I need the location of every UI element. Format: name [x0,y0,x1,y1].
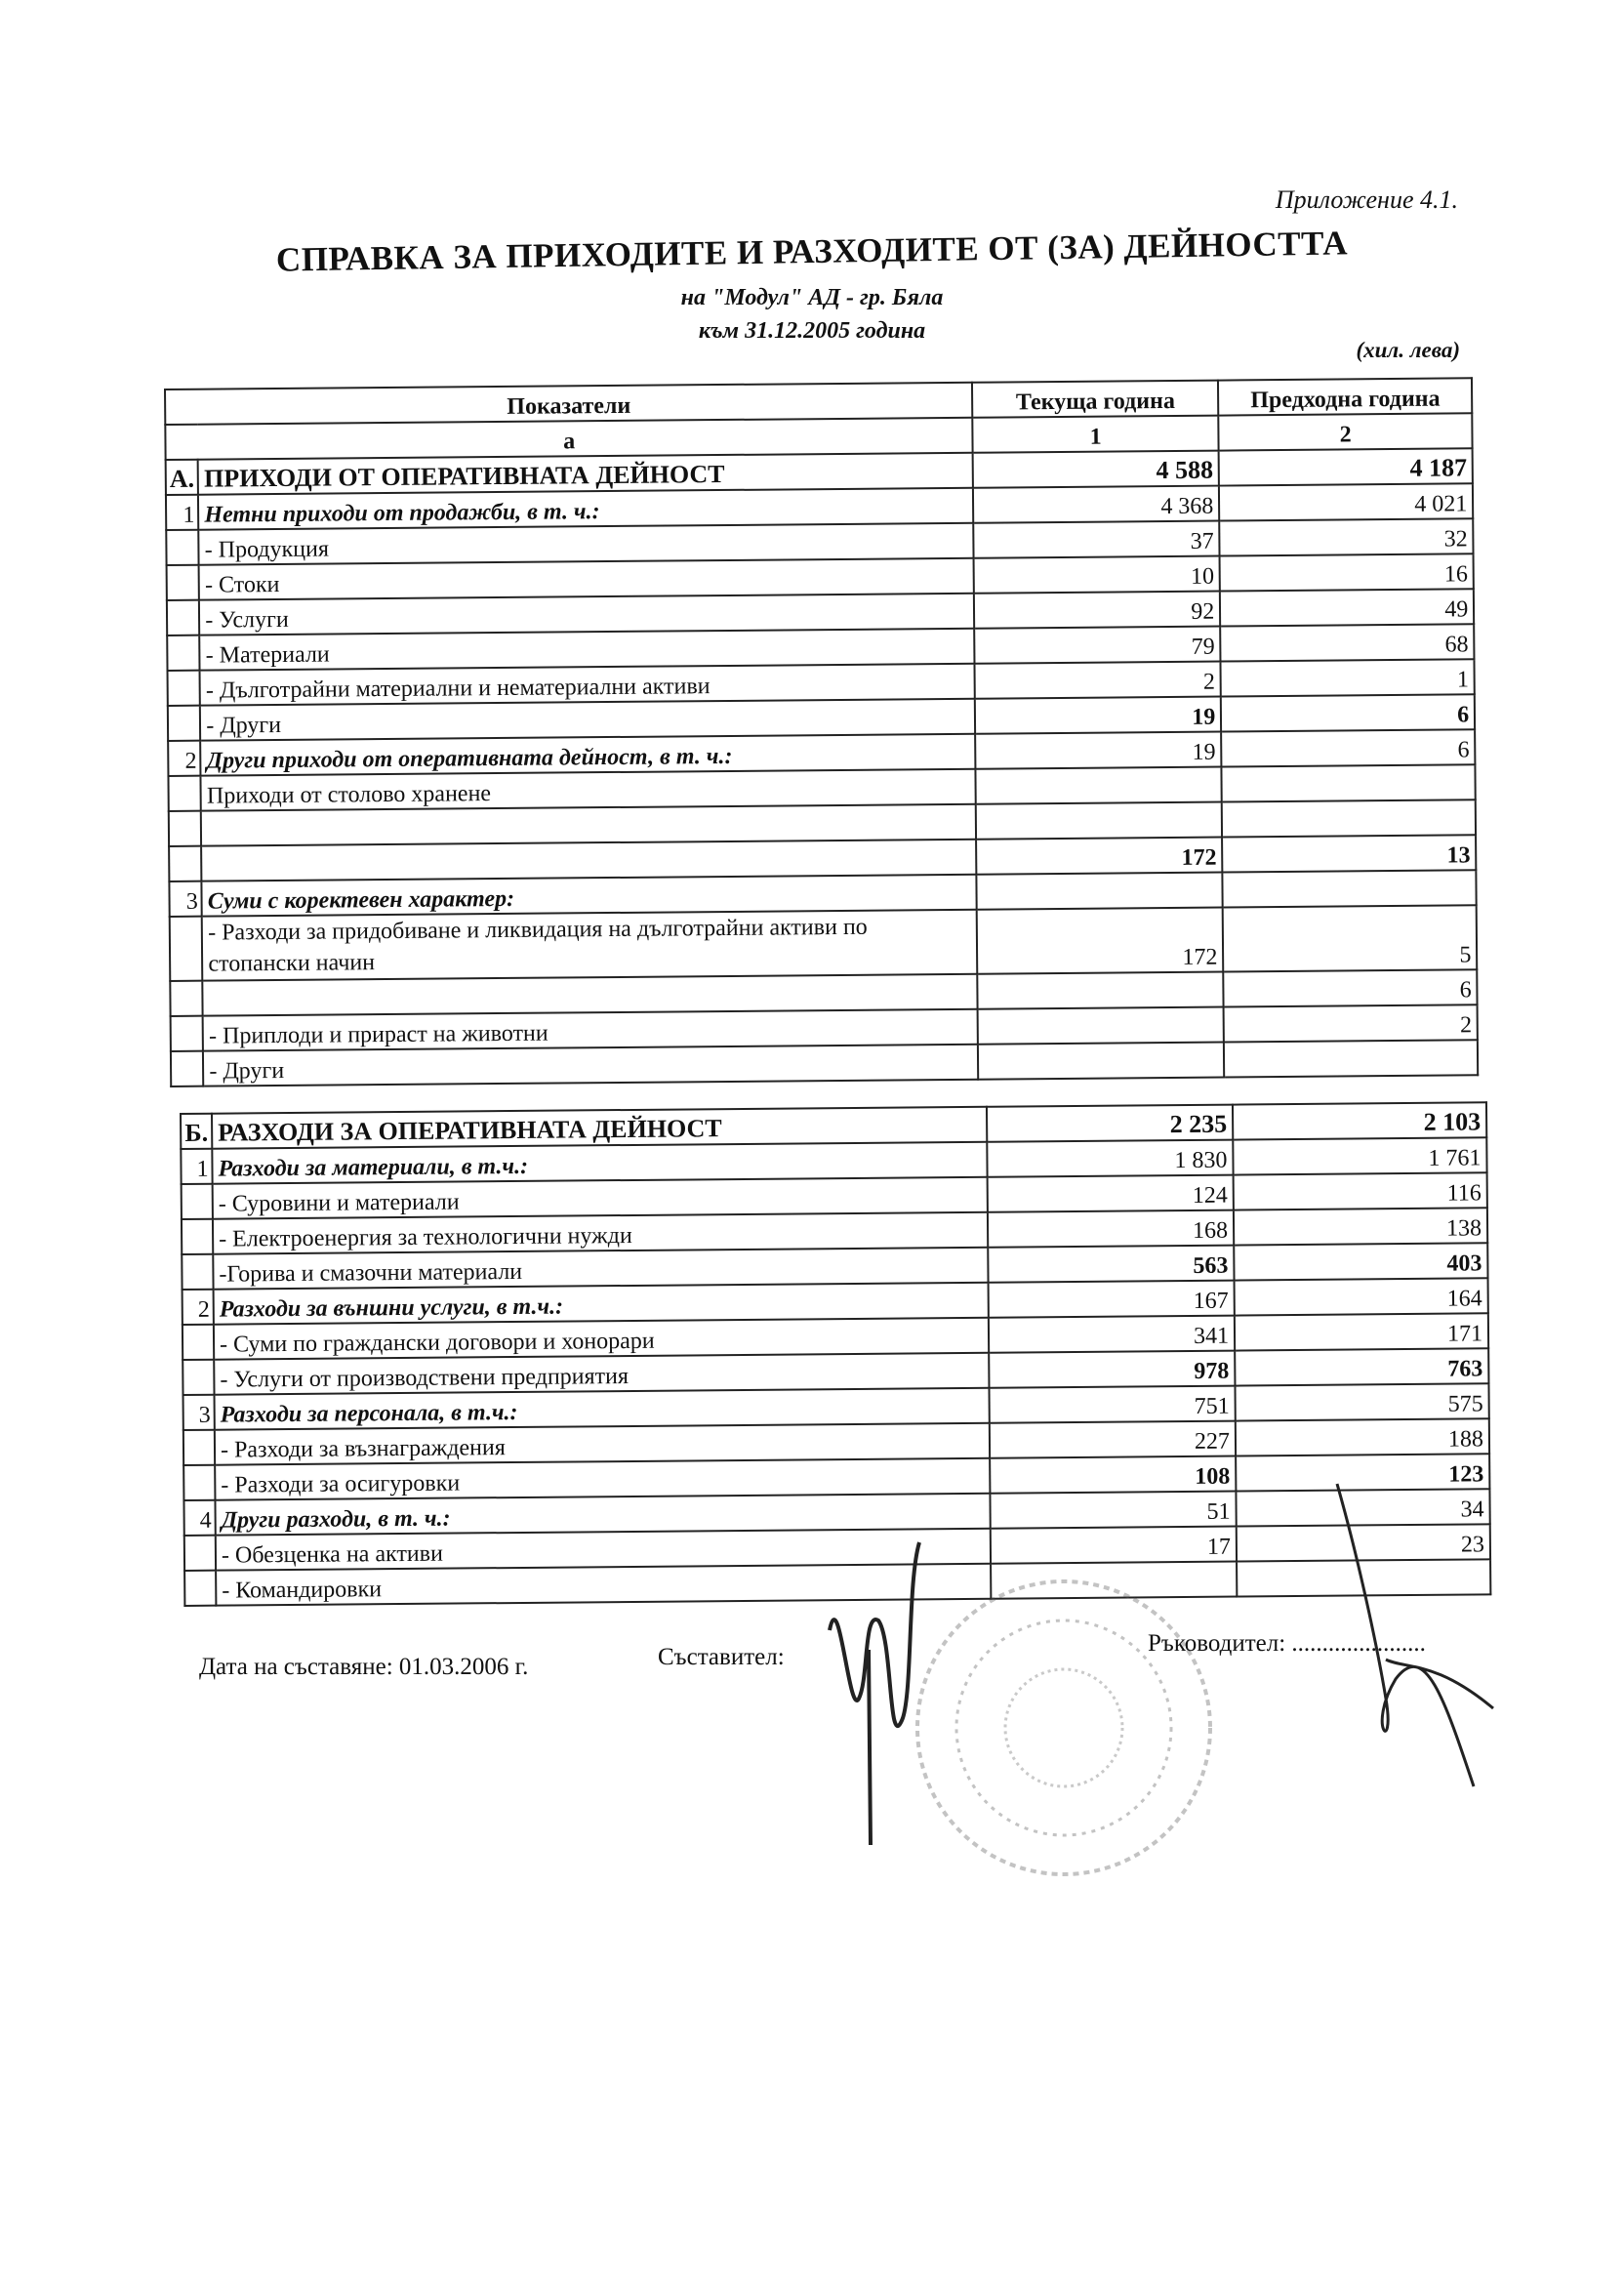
row-num [182,1184,213,1219]
row-previous: 23 [1237,1524,1490,1561]
row-previous: 4 021 [1219,483,1473,520]
row-label: - Приплоди и прираст на животни [203,1009,978,1051]
col-header-indicators: Показатели [165,383,973,425]
row-current [976,767,1222,804]
row-label: Други разходи, в т. ч.: [215,1494,990,1536]
row-previous: 188 [1236,1418,1489,1456]
row-previous: 123 [1236,1454,1489,1491]
row-num [182,1219,213,1254]
row-current: 79 [974,627,1220,664]
row-label: - Услуги [199,594,974,636]
compiler-label: Съставител: [658,1644,785,1670]
row-previous: 16 [1220,554,1474,591]
row-label: Суми с коректевен характер: [202,875,977,917]
row-num [167,565,200,600]
col-header-previous: Предходна година [1218,378,1472,415]
row-current: 341 [989,1316,1235,1353]
row-current: 172 [976,838,1222,875]
row-label: - Обезценка на активи [216,1529,991,1571]
row-current [976,802,1222,840]
row-num: 3 [169,882,202,917]
row-num [183,1430,215,1465]
row-label: - Разходи за придобиване и ликвидация на дълготрайни активи по стопански начин [202,910,978,981]
row-num [170,981,203,1016]
index-1: 1 [973,416,1219,453]
row-label: - Услуги от производствени предприятия [214,1353,989,1395]
row-previous: 1 [1221,659,1475,696]
section-total-current: 4 588 [973,451,1219,488]
row-num [183,1465,215,1500]
row-label: Разходи за материали, в т.ч.: [212,1142,987,1184]
row-label: - Разходи за възнаграждения [215,1423,990,1465]
section-code: А. [166,460,199,495]
row-current: 92 [974,592,1220,629]
row-num: 2 [168,741,201,776]
row-num [184,1536,216,1571]
row-num [167,636,200,671]
row-current: 17 [991,1527,1237,1564]
row-previous: 34 [1236,1489,1489,1526]
row-label: - Продукция [199,523,974,565]
row-previous: 13 [1222,835,1476,872]
round-stamp [908,1572,1220,1884]
row-num [168,776,201,811]
row-current: 2 [975,662,1221,699]
row-current: 563 [988,1246,1234,1283]
row-current: 751 [989,1386,1235,1423]
row-current: 1 830 [987,1140,1233,1177]
unit-label: (хил. лева) [1356,338,1460,362]
row-current [978,1043,1224,1080]
row-label: - Разходи за осигуровки [215,1458,990,1500]
row-current: 978 [989,1351,1235,1388]
row-num [169,811,202,846]
row-previous: 6 [1221,694,1475,731]
row-current: 172 [977,908,1224,974]
row-previous: 763 [1235,1348,1488,1385]
row-num [169,846,202,882]
row-label: Други приходи от оперативната дейност, в т. ч.: [200,734,975,776]
row-current: 51 [990,1492,1236,1529]
row-num [167,600,200,636]
row-num [183,1325,214,1360]
row-current: 19 [975,732,1221,769]
row-label: Приходи от столово хранене [201,769,976,811]
row-current: 168 [988,1210,1234,1248]
section-code: Б. [181,1114,212,1149]
row-previous: 575 [1235,1383,1488,1420]
row-num [168,706,201,741]
section-total-previous: 4 187 [1219,448,1473,485]
section-total-current: 2 235 [987,1105,1233,1142]
row-previous: 6 [1224,969,1478,1006]
date-line: към 31.12.2005 година [698,318,926,344]
row-current: 124 [988,1175,1234,1212]
row-previous: 6 [1221,729,1475,766]
compiler-signature [810,1523,937,1855]
index-2: 2 [1219,413,1473,450]
row-num [183,1360,214,1395]
row-previous [1222,800,1476,837]
row-label: - Други [203,1045,978,1086]
row-previous: 403 [1234,1243,1487,1280]
row-current: 108 [990,1456,1236,1494]
row-num [171,1016,204,1051]
table-row [170,905,1478,981]
row-current [977,873,1223,910]
row-current: 10 [974,556,1220,594]
row-num: 2 [183,1290,214,1325]
row-previous: 164 [1235,1278,1488,1315]
row-num [168,671,201,706]
row-current: 167 [989,1281,1235,1318]
row-label: -Горива и смазочни материали [213,1248,988,1290]
annex-label: Приложение 4.1. [1275,185,1458,214]
row-num: 1 [166,495,199,530]
row-label: - Дълготрайни материални и нематериални активи [200,664,975,706]
row-label: - Суми по граждански договори и хонорари [214,1318,989,1360]
row-label: Нетни приходи от продажби, в т. ч.: [198,488,973,530]
row-current [978,1007,1224,1045]
row-previous: 2 [1224,1004,1478,1042]
row-num [184,1571,216,1606]
company-line: на "Модул" АД - гр. Бяла [680,285,944,310]
row-current: 227 [990,1421,1236,1458]
row-previous: 1 761 [1233,1137,1486,1174]
row-previous [1222,764,1476,801]
row-label: - Командировки [216,1564,991,1606]
row-num [166,530,199,565]
row-previous: 68 [1220,624,1474,661]
document-title: СПРАВКА ЗА ПРИХОДИТЕ И РАЗХОДИТЕ ОТ (ЗА) ДЕЙНОСТТА [275,224,1349,279]
row-num [182,1254,213,1290]
row-previous: 32 [1220,518,1474,555]
row-num [171,1051,204,1086]
income-table [164,377,1479,1087]
section-title: РАЗХОДИ ЗА ОПЕРАТИВНАТА ДЕЙНОСТ [212,1107,987,1149]
row-num [170,917,203,981]
row-current: 4 368 [973,486,1219,523]
row-label: Разходи за персонала, в т.ч.: [215,1388,990,1430]
row-label: - Суровини и материали [213,1177,988,1219]
row-current: 19 [975,697,1221,734]
col-header-current: Текуща година [972,381,1218,418]
row-label: - Материали [199,629,974,671]
head-label: Ръководител: ...................... [1148,1630,1426,1657]
row-label: Разходи за външни услуги, в т.ч.: [214,1283,989,1325]
compilation-date: Дата на съставяне: 01.03.2006 г. [199,1654,529,1680]
row-current [978,972,1224,1009]
row-num: 3 [183,1395,215,1430]
row-label: - Електроенергия за технологични нужди [213,1212,988,1254]
row-previous: 49 [1220,589,1474,626]
row-num: 4 [183,1500,215,1536]
row-previous: 116 [1234,1172,1487,1210]
row-previous: 171 [1235,1313,1488,1350]
row-label: - Други [200,699,975,741]
row-label: - Стоки [199,558,974,600]
row-previous [1223,870,1477,907]
row-previous [1224,1040,1478,1077]
index-a: а [165,418,973,460]
row-previous: 138 [1234,1208,1487,1245]
row-num: 1 [181,1149,212,1184]
section-total-previous: 2 103 [1233,1102,1486,1139]
row-previous: 5 [1223,905,1478,971]
section-title: ПРИХОДИ ОТ ОПЕРАТИВНАТА ДЕЙНОСТ [198,453,973,495]
row-current: 37 [974,521,1220,558]
